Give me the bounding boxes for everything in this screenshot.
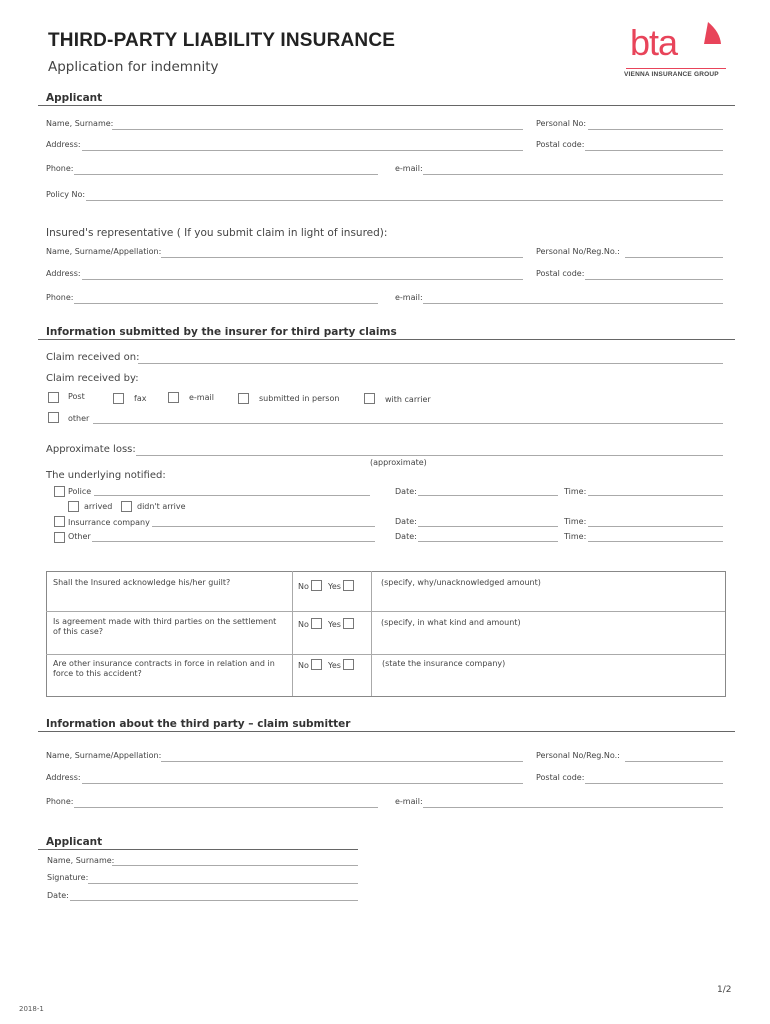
applicant-name-label: Name, Surname: (46, 119, 114, 128)
tp-personal-no-label: Personal No/Reg.No.: (536, 751, 620, 760)
agreement-no-label: No (298, 620, 309, 629)
ins-company-date-label: Date: (395, 517, 417, 526)
carrier-label: with carrier (385, 395, 431, 404)
approx-loss-label: Approximate loss: (46, 444, 136, 455)
police-time-label: Time: (564, 487, 587, 496)
police-label: Police (68, 487, 92, 496)
company-logo: bta (630, 22, 678, 63)
sig-name-field[interactable] (112, 865, 358, 866)
in-person-checkbox[interactable] (238, 393, 249, 404)
rep-personal-no-label: Personal No/Reg.No.: (536, 247, 620, 256)
question-guilt: Shall the Insured acknowledge his/her guilt? (53, 578, 231, 587)
sig-name-label: Name, Surname: (47, 856, 115, 865)
police-checkbox[interactable] (54, 486, 65, 497)
logo-subtitle: VIENNA INSURANCE GROUP (624, 71, 719, 78)
claim-received-on-field[interactable] (138, 363, 723, 364)
notified-label: The underlying notified: (46, 470, 166, 481)
section-rule (38, 339, 735, 340)
tp-phone-field[interactable] (74, 807, 378, 808)
contracts-no-label: No (298, 661, 309, 670)
agreement-yes-label: Yes (328, 620, 341, 629)
applicant-personal-no-label: Personal No: (536, 119, 587, 128)
tp-name-field[interactable] (161, 761, 523, 762)
rep-personal-no-field[interactable] (625, 257, 723, 258)
post-checkbox[interactable] (48, 392, 59, 403)
section-rule (38, 105, 735, 106)
arrived-checkbox[interactable] (68, 501, 79, 512)
police-date-label: Date: (395, 487, 417, 496)
applicant-name-field[interactable] (112, 129, 523, 130)
table-col-divider (292, 571, 293, 696)
applicant-email-field[interactable] (423, 174, 723, 175)
applicant-postal-label: Postal code: (536, 140, 585, 149)
police-field[interactable] (94, 495, 370, 496)
page-number: 1/2 (717, 985, 732, 995)
fax-checkbox[interactable] (113, 393, 124, 404)
tp-name-label: Name, Surname/Appellation: (46, 751, 162, 760)
section-applicant-heading: Applicant (46, 92, 103, 104)
tp-postal-field[interactable] (585, 783, 723, 784)
didnt-arrive-label: didn't arrive (137, 502, 186, 511)
sig-signature-field[interactable] (88, 883, 358, 884)
other-notified-field[interactable] (92, 541, 375, 542)
tp-email-field[interactable] (423, 807, 723, 808)
applicant-policy-field[interactable] (86, 200, 723, 201)
table-row-divider (46, 611, 725, 612)
rep-address-label: Address: (46, 269, 81, 278)
guilt-no-label: No (298, 582, 309, 591)
applicant-postal-field[interactable] (585, 150, 723, 151)
other-time-field[interactable] (588, 541, 723, 542)
contracts-yes-label: Yes (328, 661, 341, 670)
applicant-address-field[interactable] (82, 150, 523, 151)
contracts-no-checkbox[interactable] (311, 659, 322, 670)
ins-company-time-field[interactable] (588, 526, 723, 527)
guilt-yes-checkbox[interactable] (343, 580, 354, 591)
applicant-phone-field[interactable] (74, 174, 378, 175)
question-agreement: Is agreement made with third parties on the settlement of this case? (53, 617, 277, 636)
ins-company-checkbox[interactable] (54, 516, 65, 527)
fax-label: fax (134, 394, 147, 403)
other-date-field[interactable] (418, 541, 558, 542)
other-field[interactable] (93, 423, 723, 424)
rep-address-field[interactable] (82, 279, 523, 280)
section-rule (38, 731, 735, 732)
other-date-label: Date: (395, 532, 417, 541)
ins-company-label: Insurrance company (68, 518, 150, 527)
ins-company-field[interactable] (152, 526, 375, 527)
tp-phone-label: Phone: (46, 797, 74, 806)
agreement-no-checkbox[interactable] (311, 618, 322, 629)
sail-logo-icon (700, 20, 722, 46)
email-option-label: e-mail (189, 393, 214, 402)
other-notified-label: Other (68, 532, 91, 541)
claim-received-on-label: Claim received on: (46, 352, 140, 363)
police-date-field[interactable] (418, 495, 558, 496)
contracts-yes-checkbox[interactable] (343, 659, 354, 670)
tp-postal-label: Postal code: (536, 773, 585, 782)
section-rule (38, 849, 358, 850)
claim-received-by-label: Claim received by: (46, 373, 139, 384)
contracts-specify: (state the insurance company) (382, 659, 506, 668)
rep-email-field[interactable] (423, 303, 723, 304)
applicant-address-label: Address: (46, 140, 81, 149)
rep-postal-field[interactable] (585, 279, 723, 280)
applicant-email-label: e-mail: (395, 164, 423, 173)
police-time-field[interactable] (588, 495, 723, 496)
guilt-specify: (specify, why/unacknowledged amount) (381, 578, 541, 587)
tp-address-label: Address: (46, 773, 81, 782)
carrier-checkbox[interactable] (364, 393, 375, 404)
email-checkbox[interactable] (168, 392, 179, 403)
applicant-personal-no-field[interactable] (588, 129, 723, 130)
approx-loss-field[interactable] (136, 455, 723, 456)
section-insurer-heading: Information submitted by the insurer for third party claims (46, 326, 397, 338)
form-subtitle: Application for indemnity (48, 59, 219, 75)
tp-address-field[interactable] (82, 783, 523, 784)
agreement-specify: (specify, in what kind and amount) (381, 618, 521, 627)
in-person-label: submitted in person (259, 394, 340, 403)
arrived-label: arrived (84, 502, 113, 511)
form-version-code: 2018-1 (19, 1005, 44, 1013)
logo-divider (626, 68, 726, 69)
table-col-divider (371, 571, 372, 696)
form-title: THIRD-PARTY LIABILITY INSURANCE (48, 30, 396, 51)
sig-date-label: Date: (47, 891, 69, 900)
ins-company-date-field[interactable] (418, 526, 558, 527)
agreement-yes-checkbox[interactable] (343, 618, 354, 629)
sig-date-field[interactable] (70, 900, 358, 901)
tp-personal-no-field[interactable] (625, 761, 723, 762)
guilt-yes-label: Yes (328, 582, 341, 591)
applicant-phone-label: Phone: (46, 164, 74, 173)
rep-postal-label: Postal code: (536, 269, 585, 278)
tp-email-label: e-mail: (395, 797, 423, 806)
rep-email-label: e-mail: (395, 293, 423, 302)
rep-phone-label: Phone: (46, 293, 74, 302)
post-label: Post (68, 392, 85, 401)
other-time-label: Time: (564, 532, 587, 541)
sig-signature-label: Signature: (47, 873, 89, 882)
representative-heading: Insured's representative ( If you submit claim in light of insured): (46, 227, 388, 239)
other-notified-checkbox[interactable] (54, 532, 65, 543)
applicant-policy-label: Policy No: (46, 190, 86, 199)
guilt-no-checkbox[interactable] (311, 580, 322, 591)
other-checkbox[interactable] (48, 412, 59, 423)
table-row-divider (46, 654, 725, 655)
section-third-party-heading: Information about the third party – claim submitter (46, 718, 351, 730)
question-other-contracts: Are other insurance contracts in force in relation and in force to this accident? (53, 659, 275, 678)
rep-name-field[interactable] (161, 257, 523, 258)
approx-hint: (approximate) (370, 458, 427, 467)
other-label: other (68, 414, 90, 423)
didnt-arrive-checkbox[interactable] (121, 501, 132, 512)
ins-company-time-label: Time: (564, 517, 587, 526)
section-signature-heading: Applicant (46, 836, 103, 848)
rep-name-label: Name, Surname/Appellation: (46, 247, 162, 256)
rep-phone-field[interactable] (74, 303, 378, 304)
